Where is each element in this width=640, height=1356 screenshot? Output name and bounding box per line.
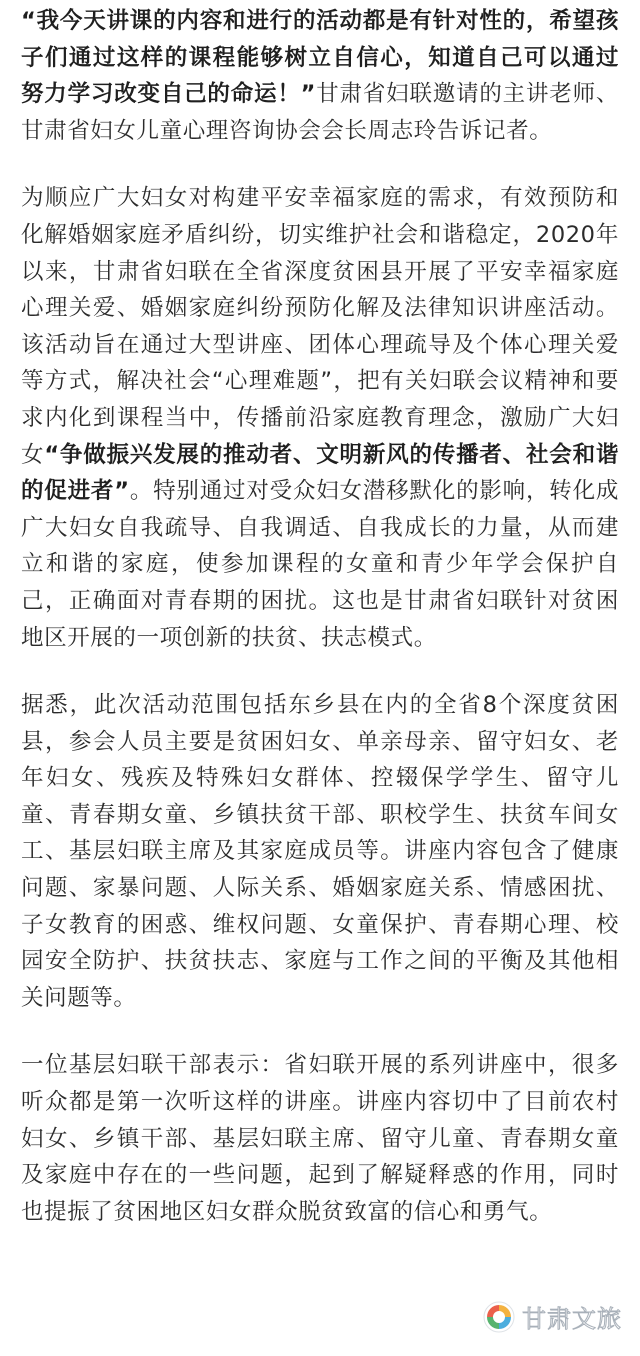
watermark bbox=[482, 1299, 622, 1334]
watermark-text: 甘肃文旅 bbox=[522, 1305, 622, 1333]
background-bold-slogan: “争做振兴发展的推动者、文明新风的传播者、社会和谐的促进者” bbox=[21, 441, 619, 505]
paragraph-background bbox=[21, 180, 619, 656]
paragraph-quote bbox=[21, 3, 619, 149]
gansu-culture-tourism-logo-icon bbox=[482, 1300, 516, 1334]
background-text-2: 。特别通过对受众妇女潜移默化的影响，转化成广大妇女自我疏导、自我调适、自我成长的力量，从而建立和谐的家庭，使参加课程的女童和青少年学会保护自己，正确面对青春期的困扰。这也是甘肃省妇联针对贫困地区开展的一项创新的扶贫、扶志模式。 bbox=[21, 478, 619, 651]
quote-attribution: 甘肃省妇联邀请的主讲老师、甘肃省妇女儿童心理咨询协会会长周志玲告诉记者。 bbox=[21, 81, 619, 144]
paragraph-scope: 据悉，此次活动范围包括东乡县在内的全省8个深度贫困县，参会人员主要是贫困妇女、单亲母亲、留守妇女、老年妇女、残疾及特殊妇女群体、控辍保学学生、留守儿童、青春期女童、乡镇扶贫干部、职校学生、扶贫车间女工、基层妇联主席及其家庭成员等。讲座内容包含了健康问题、家暴问题、人际关系、婚姻家庭关系、情感困扰、子女教育的困惑、维权问题、女童保护、青春期心理、校园安全防护、扶贫扶志、家庭与工作之间的平衡及其他相关问题等。 bbox=[21, 692, 619, 1011]
quote-bold-text: “我今天讲课的内容和进行的活动都是有针对性的，希望孩子们通过这样的课程能够树立自信心，知道自己可以通过努力学习改变自己的命运！” bbox=[21, 8, 619, 108]
article-body bbox=[21, 0, 619, 1230]
paragraph-feedback: 一位基层妇联干部表示：省妇联开展的系列讲座中，很多听众都是第一次听这样的讲座。讲座内容切中了目前农村妇女、乡镇干部、基层妇联主席、留守儿童、青春期女童及家庭中存在的一些问题，起到了解疑释惑的作用，同时也提振了贫困地区妇女群众脱贫致富的信心和勇气。 bbox=[21, 1052, 619, 1225]
background-text-1: 为顺应广大妇女对构建平安幸福家庭的需求，有效预防和化解婚姻家庭矛盾纠纷，切实维护社会和谐稳定，2020年以来，甘肃省妇联在全省深度贫困县开展了平安幸福家庭心理关爱、婚姻家庭纠纷预防化解及法律知识讲座活动。该活动旨在通过大型讲座、团体心理疏导及个体心理关爱等方式，解决社会“心理难题”，把有关妇联会议精神和要求内化到课程当中，传播前沿家庭教育理念，激励广大妇女 bbox=[21, 185, 619, 468]
